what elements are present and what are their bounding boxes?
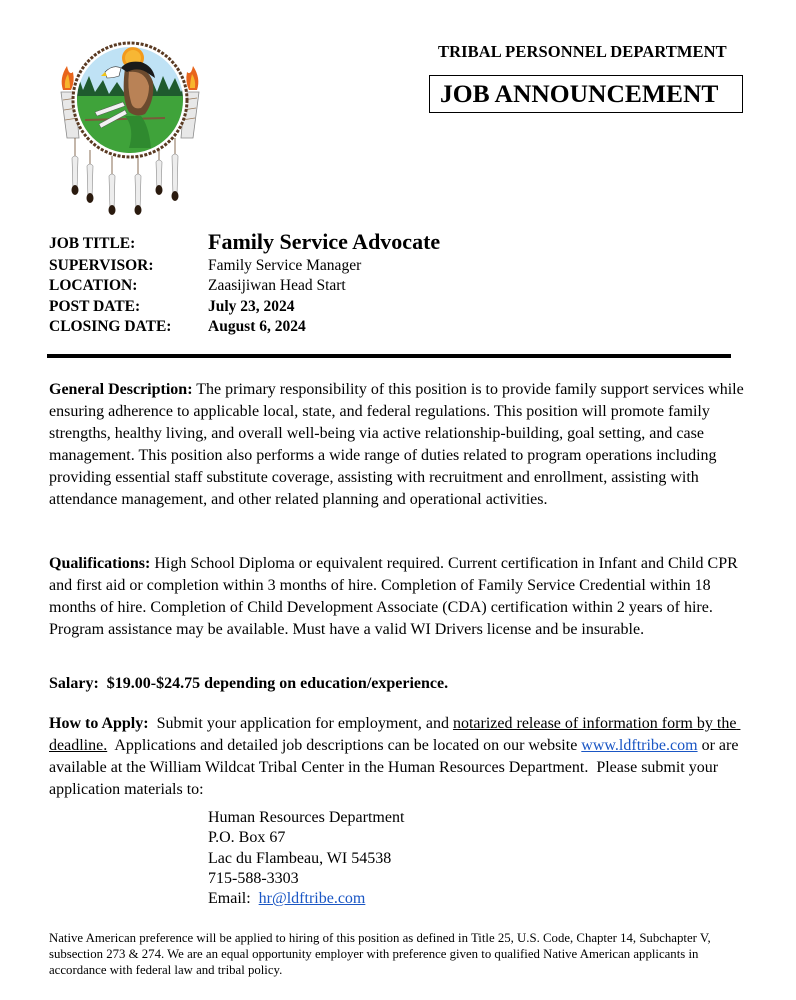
closing-date-label: CLOSING DATE: [49,318,172,335]
tribal-dreamcatcher-seal-icon [55,38,205,220]
post-date-label: POST DATE: [49,298,141,315]
general-description-label: General Description: [49,381,193,398]
tribal-seal-logo [55,38,205,220]
salary-section [49,673,749,695]
address-line-3: Lac du Flambeau, WI 54538 [208,849,392,867]
how-to-apply-label: How to Apply: [49,715,149,732]
native-american-preference-note: Native American preference will be applied to hiring of this position as defined in Title 25, U.S. Code, Chapter 14, Subchapter V, subsection 273 & 274. We are an equal opportunity employer with preference given to qualified Native American applicants in accordance with federal law and tribal policy. [49,931,711,978]
address-email-row [208,889,404,909]
job-title-value: Family Service Advocate [208,229,441,254]
qualifications-section [49,553,749,641]
salary-label: Salary: [49,675,99,692]
mailing-address [208,808,404,909]
section-divider [47,354,731,358]
department-title: TRIBAL PERSONNEL DEPARTMENT [438,42,727,61]
address-line-1: Human Resources Department [208,809,405,826]
how-to-apply-section [49,713,749,801]
supervisor-label: SUPERVISOR: [49,257,154,274]
how-to-apply-text-3: or are available at the William Wildcat Tribal Center in the Human Resources Department. Please submit your application materials to: [49,737,743,798]
general-description-text: The primary responsibility of this position is to provide family support services while ensuring adherence to applicable local, state, and federal regulations. This position will promote family strengths, healthy living, and overall well-being via active relationship-building, goal setting, and case management. This position also performs a wide range of duties related to program operations including providing essential staff substitute coverage, assisting with recruitment and enrollment, assisting with attendance management, and other related planning and operational activities. [49,381,744,508]
website-link[interactable]: www.ldftribe.com [581,737,698,754]
job-announcement-heading: JOB ANNOUNCEMENT [440,79,719,108]
general-description-section [49,379,749,511]
email-link[interactable]: hr@ldftribe.com [258,890,366,908]
address-line-2: P.O. Box 67 [208,829,286,847]
job-announcement-banner [429,75,743,113]
address-phone: 715-588-3303 [208,869,299,887]
supervisor-value: Family Service Manager [208,257,362,274]
notarized-release-note: notarized release of information form by the deadline. [49,715,741,754]
location-label: LOCATION: [49,277,138,294]
email-label: Email: [208,890,259,908]
job-title-label: JOB TITLE: [49,235,136,252]
post-date-value: July 23, 2024 [208,298,295,315]
qualifications-text: High School Diploma or equivalent required. Current certification in Infant and Child CPR and first aid or completion within 3 months of hire. Completion of Family Service Credential within 18 months of hire. Completion of Child Development Associate (CDA) certification within 2 years of hire. Program assistance may be available. Must have a valid WI Drivers license and be insurable. [49,555,738,638]
location-value: Zaasijiwan Head Start [208,277,346,294]
how-to-apply-text-1: Submit your application for employment, and [148,715,453,732]
how-to-apply-text-2: Applications and detailed job descriptions can be located on our website [107,737,582,754]
salary-text: $19.00-$24.75 depending on education/experience. [98,675,449,692]
closing-date-value: August 6, 2024 [208,318,306,335]
qualifications-label: Qualifications: [49,555,151,572]
